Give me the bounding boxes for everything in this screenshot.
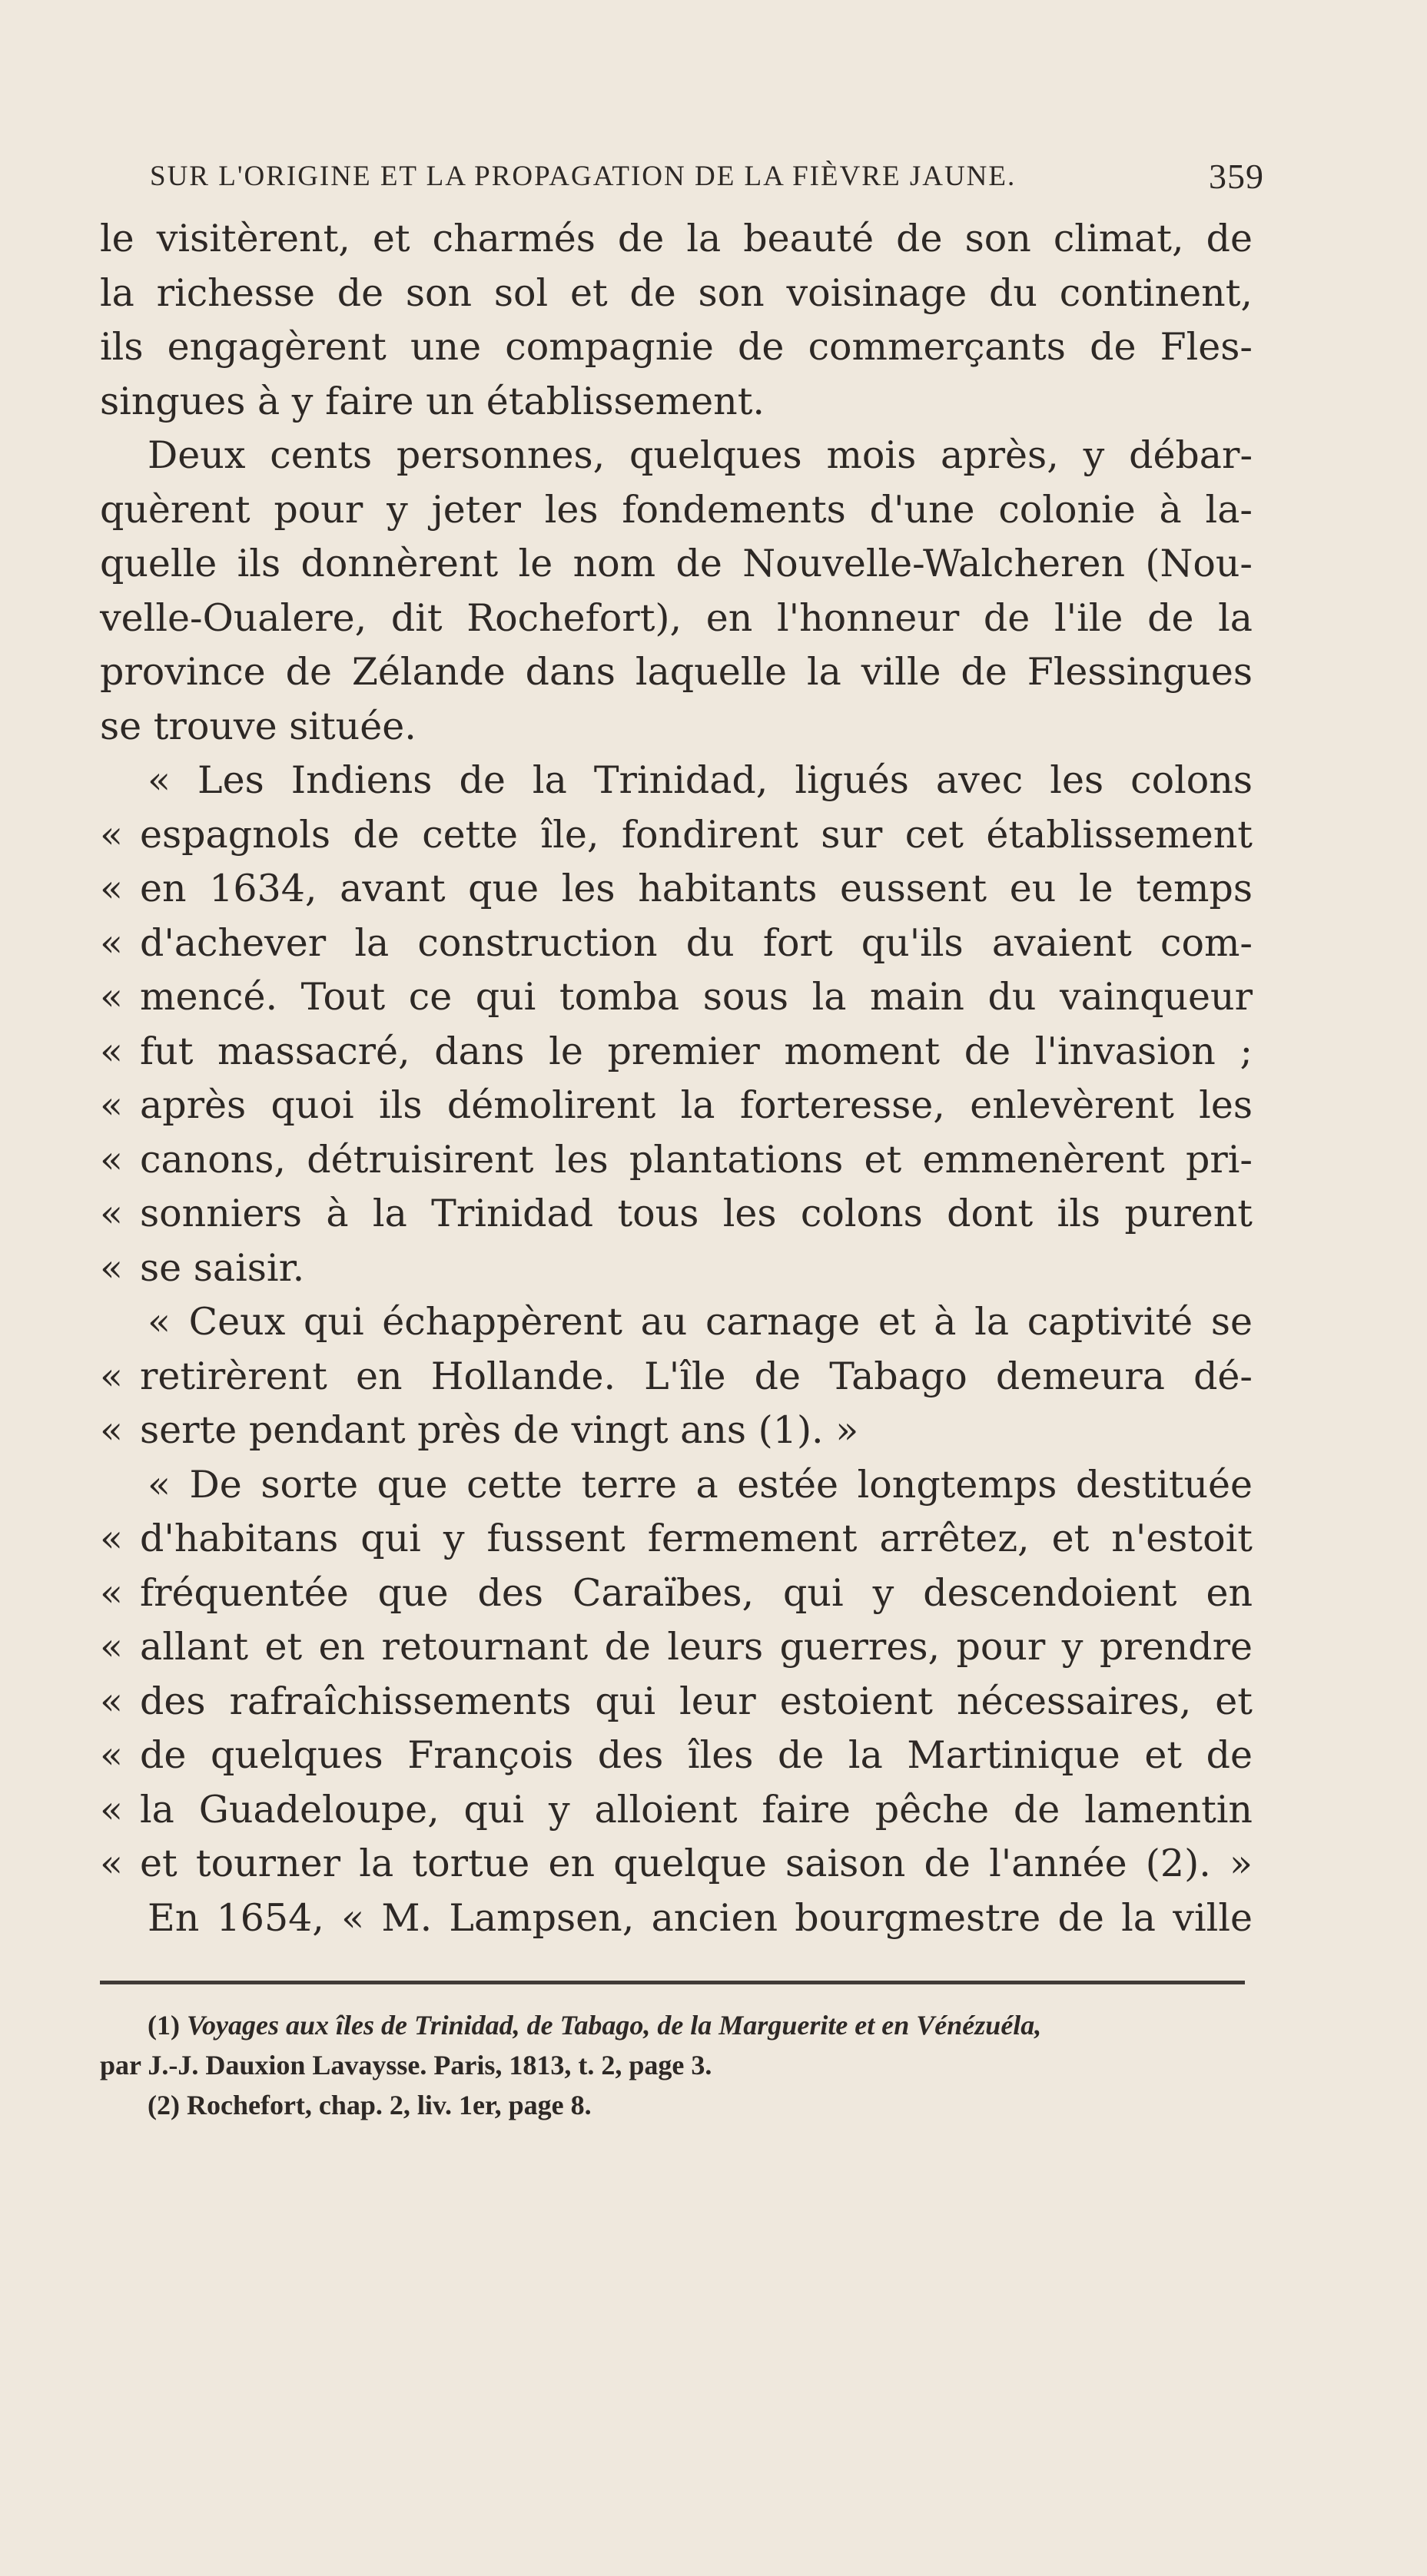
line-text: d'habitans qui y fussent fermement arrêtez, et n'estoit [140,1517,1253,1560]
guillemet: « [100,1842,123,1885]
text-line [100,1404,1253,1458]
text-line [100,1133,1253,1188]
guillemet: « [100,1408,123,1452]
line-text: fut massacré, dans le premier moment de l'invasion ; [140,1029,1253,1073]
text-line: Deux cents personnes, quelques mois après, y débar- [148,433,1253,477]
guillemet: « [100,975,123,1019]
text-line [100,1242,1253,1296]
text-line: « Les Indiens de la Trinidad, ligués avec les colons [148,758,1253,802]
text-line: velle-Oualere, dit Rochefort), en l'honneur de l'ile de la [100,595,1253,640]
text-line [100,1729,1253,1783]
text-line [100,917,1253,971]
line-text: sonniers à la Trinidad tous les colons dont ils purent [140,1192,1253,1235]
text-line: quelle ils donnèrent le nom de Nouvelle-Walcheren (Nou- [100,542,1253,585]
text-line [100,1512,1253,1566]
line-text: espagnols de cette île, fondirent sur cet établissement [140,812,1253,857]
line-text: après quoi ils démolirent la forteresse, enlevèrent les [140,1083,1253,1127]
line-text: fréquentée que des Caraïbes, qui y descendoient en [140,1570,1253,1615]
line-text: allant et en retournant de leurs guerres, pour y prendre [140,1625,1253,1669]
text-line: ils engagèrent une compagnie de commerçants de Fles- [100,325,1253,369]
text-line [100,1783,1253,1838]
text-line: « De sorte que cette terre a estée longtemps destituée [148,1462,1253,1507]
line-text: d'achever la construction du fort qu'ils avaient com- [140,920,1253,965]
guillemet: « [100,867,123,910]
text-line: « Ceux qui échappèrent au carnage et à la captivité se [148,1300,1253,1344]
footnote-1-continuation: par J.-J. Dauxion Lavaysse. Paris, 1813, t. 2, page 3. [100,2050,712,2080]
guillemet: « [100,1517,123,1560]
guillemet: « [100,1787,123,1832]
text-line: quèrent pour y jeter les fondements d'une colonie à la- [100,487,1253,532]
footnote-1-mark: (1) [148,2010,180,2041]
footnote-1 [100,2005,1253,2045]
text-line [100,1620,1253,1675]
text-line [100,1079,1253,1133]
guillemet: « [100,1354,123,1398]
text-line [100,1187,1253,1242]
footnote-rule [100,1981,1245,1984]
text-line [100,1675,1253,1729]
line-text: et tourner la tortue en quelque saison de l'année (2). » [140,1842,1253,1885]
guillemet: « [100,920,123,965]
text-line: province de Zélande dans laquelle la ville de Flessingues [100,650,1253,694]
text-line: se trouve située. [100,704,416,748]
text-line [100,1837,1253,1891]
line-text: canons, détruisirent les plantations et emmenèrent pri- [140,1137,1253,1182]
guillemet: « [100,1679,123,1723]
text-line [100,1025,1253,1079]
running-head [150,154,1264,200]
line-text: en 1634, avant que les habitants eussent eu le temps [140,867,1253,910]
guillemet: « [100,1029,123,1073]
text-line [100,1350,1253,1404]
text-line: singues à y faire un établissement. [100,379,765,423]
guillemet: « [100,1625,123,1669]
footnote-1-title: Voyages aux îles de Trinidad, de Tabago, de la Marguerite et en Vénézuéla, [186,2010,1042,2041]
guillemet: « [100,1083,123,1127]
line-text: de quelques François des îles de la Martinique et de [140,1733,1253,1777]
text-line: la richesse de son sol et de son voisinage du continent, [100,270,1253,315]
running-head-title: SUR L'ORIGINE ET LA PROPAGATION DE LA FIÈVRE JAUNE. [150,161,1017,192]
text-line [100,808,1253,863]
line-text: se saisir. [140,1245,305,1290]
text-line [100,970,1253,1025]
line-text: des rafraîchissements qui leur estoient nécessaires, et [140,1679,1253,1723]
guillemet: « [100,1733,123,1777]
line-text: mencé. Tout ce qui tomba sous la main du vainqueur [140,975,1253,1019]
page-number: 359 [1209,157,1264,196]
text-line [100,862,1253,917]
guillemet: « [100,812,123,857]
guillemet: « [100,1192,123,1235]
body-text [100,212,1253,1945]
guillemet: « [100,1137,123,1182]
line-text: la Guadeloupe, qui y alloient faire pêche de lamentin [140,1787,1253,1832]
guillemet: « [100,1245,123,1290]
guillemet: « [100,1570,123,1615]
text-line [100,1566,1253,1621]
footnote-2: (2) Rochefort, chap. 2, liv. 1er, page 8. [148,2090,592,2120]
line-text: retirèrent en Hollande. L'île de Tabago demeura dé- [140,1354,1253,1398]
footnotes [100,2005,1253,2125]
line-text: serte pendant près de vingt ans (1). » [140,1408,859,1452]
text-line: le visitèrent, et charmés de la beauté de son climat, de [100,217,1253,260]
text-line: En 1654, « M. Lampsen, ancien bourgmestre de la ville [148,1895,1253,1940]
